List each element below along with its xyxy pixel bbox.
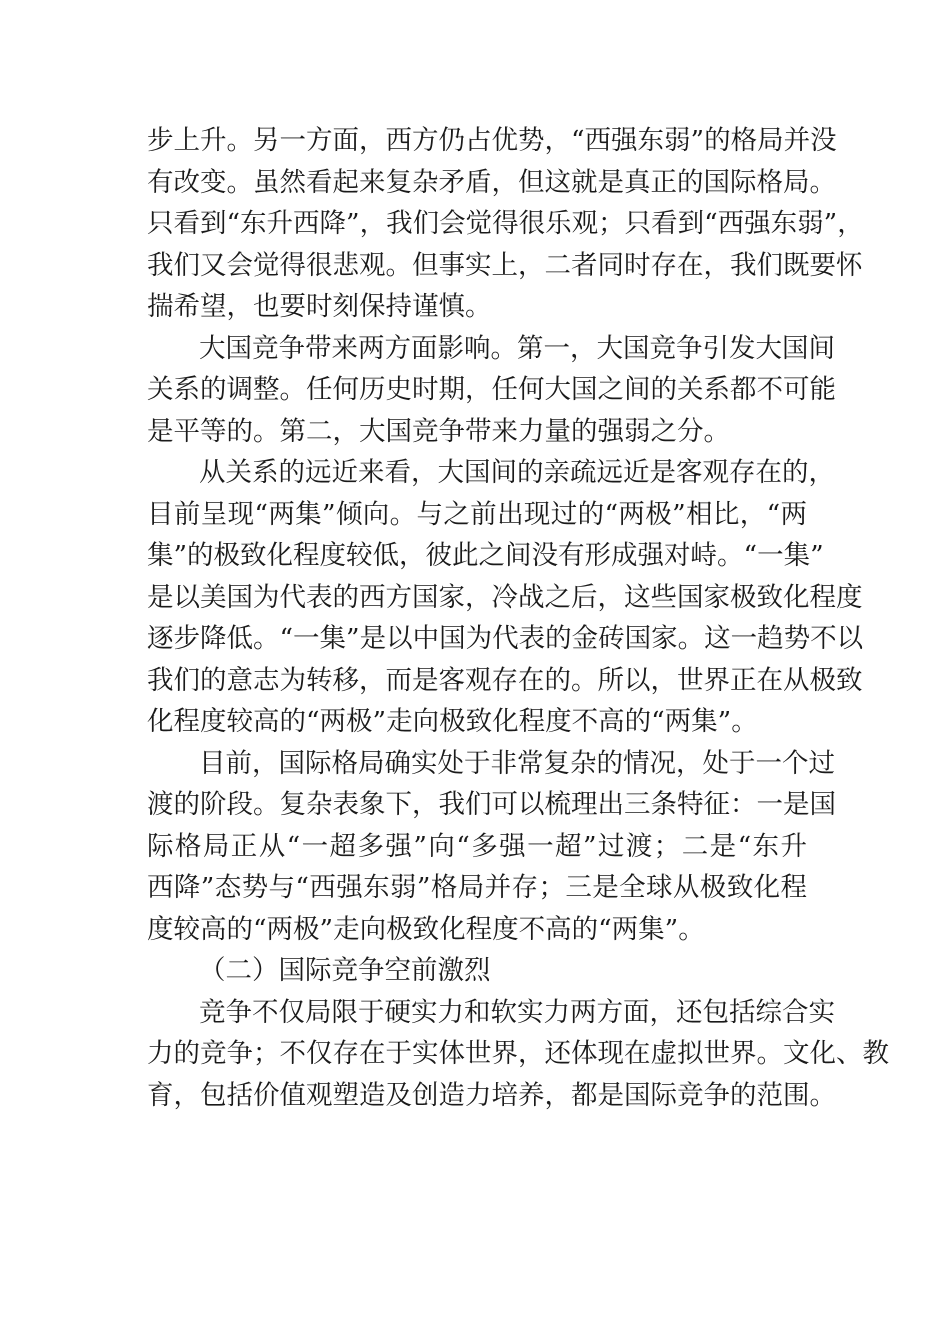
paragraph-5 bbox=[147, 992, 889, 1117]
section-heading bbox=[147, 950, 807, 992]
text-line: 大国竞争带来两方面影响。第一，大国竞争引发大国间 bbox=[199, 332, 835, 364]
text-line: 我们的意志为转移，而是客观存在的。所以，世界正在从极致 bbox=[147, 664, 863, 696]
text-line: 关系的调整。任何历史时期，任何大国之间的关系都不可能 bbox=[147, 374, 836, 405]
paragraph-2 bbox=[147, 328, 836, 453]
paragraph-1 bbox=[147, 120, 864, 328]
text-line: 际格局正从“一超多强”向“多强一超”过渡；二是“东升 bbox=[147, 830, 807, 862]
text-line: 度较高的“两极”走向极致化程度不高的“两集”。 bbox=[147, 913, 705, 945]
text-line: 育，包括价值观塑造及创造力培养，都是国际竞争的范围。 bbox=[147, 1079, 836, 1111]
section-heading-text: （二）国际竞争空前激烈 bbox=[199, 955, 491, 986]
text-line: 是以美国为代表的西方国家，冷战之后，这些国家极致化程度 bbox=[147, 581, 863, 613]
text-line: 化程度较高的“两极”走向极致化程度不高的“两集”。 bbox=[147, 706, 758, 737]
text-line: 揣希望，也要时刻保持谨慎。 bbox=[147, 291, 492, 322]
paragraph-4 bbox=[147, 743, 836, 951]
text-line: 从关系的远近来看，大国间的亲疏远近是客观存在的， bbox=[199, 457, 835, 488]
text-line: 目前，国际格局确实处于非常复杂的情况，处于一个过 bbox=[199, 747, 835, 779]
document-body bbox=[147, 120, 889, 1116]
text-line: 渡的阶段。复杂表象下，我们可以梳理出三条特征：一是国 bbox=[147, 789, 836, 820]
text-line: 西降”态势与“西强东弱”格局并存；三是全球从极致化程 bbox=[147, 872, 807, 903]
text-line: 目前呈现“两集”倾向。与之前出现过的“两极”相比，“两 bbox=[147, 498, 807, 530]
text-line: 步上升。另一方面，西方仍占优势，“西强东弱”的格局并没 bbox=[147, 125, 837, 156]
paragraph-3 bbox=[147, 452, 864, 743]
text-line: 逐步降低。“一集”是以中国为代表的金砖国家。这一趋势不以 bbox=[147, 623, 864, 654]
text-line: 我们又会觉得很悲观。但事实上，二者同时存在，我们既要怀 bbox=[147, 249, 863, 281]
text-line: 竞争不仅局限于硬实力和软实力两方面，还包括综合实 bbox=[199, 996, 835, 1028]
text-line: 有改变。虽然看起来复杂矛盾，但这就是真正的国际格局。 bbox=[147, 166, 836, 198]
text-line: 力的竞争；不仅存在于实体世界，还体现在虚拟世界。文化、教 bbox=[147, 1038, 889, 1069]
text-line: 集”的极致化程度较低，彼此之间没有形成强对峙。“一集” bbox=[147, 540, 824, 571]
text-line: 是平等的。第二，大国竞争带来力量的强弱之分。 bbox=[147, 415, 730, 447]
text-line: 只看到“东升西降”，我们会觉得很乐观；只看到“西强东弱”， bbox=[147, 208, 864, 239]
